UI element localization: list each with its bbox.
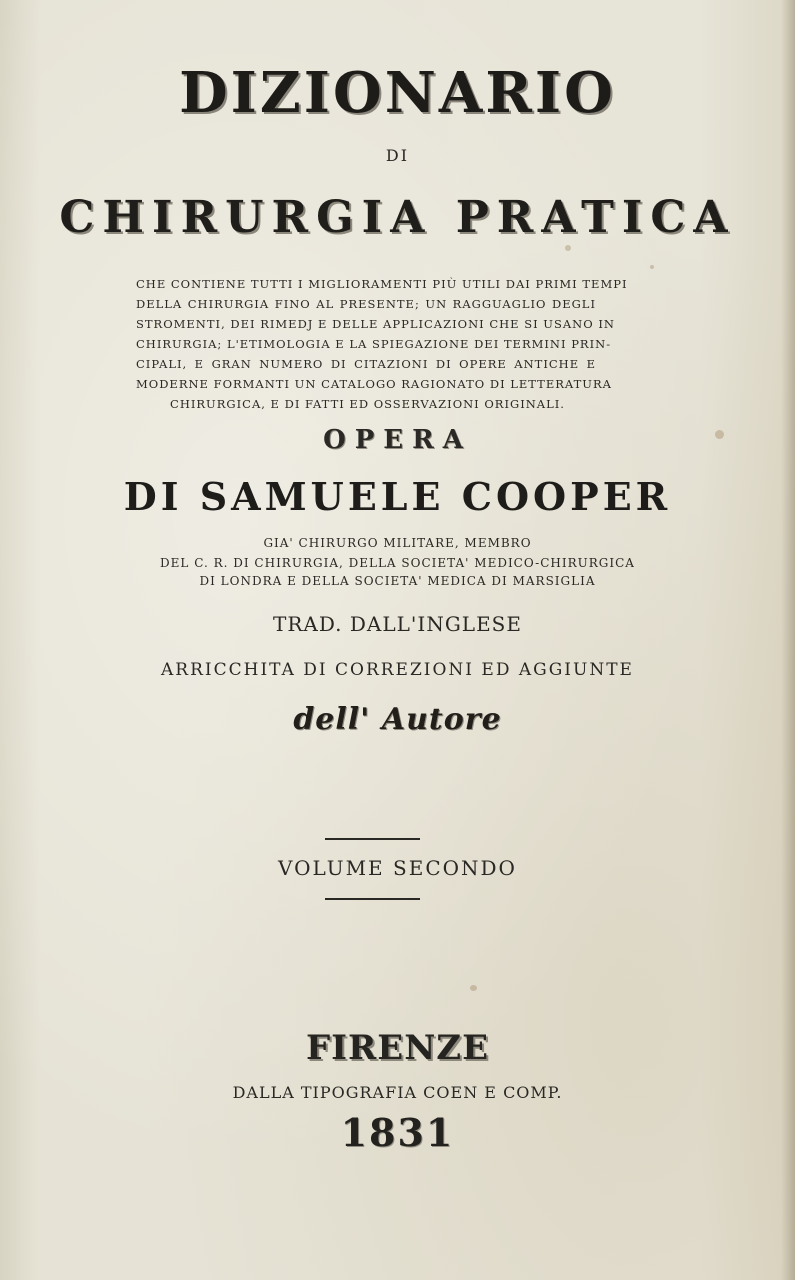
translation-note: TRAD. DALL'INGLESE (273, 612, 522, 636)
description-line: CHIRURGIA; L'ETIMOLOGIA E LA SPIEGAZIONE DEI TERMINI PRIN- (136, 337, 612, 351)
description-line: STROMENTI, DEI RIMEDJ E DELLE APPLICAZIONI CHE SI USANO IN (136, 317, 615, 331)
author-credential: GIA' CHIRURGO MILITARE, MEMBRO (263, 536, 532, 550)
description-line: CIPALI, E GRAN NUMERO DI CITAZIONI DI OPERE ANTICHE E (136, 357, 596, 371)
opera-label: OPERA (323, 425, 472, 455)
printer-name: DALLA TIPOGRAFIA COEN E COMP. (232, 1083, 563, 1102)
author-name: DI SAMUELE COOPER (123, 474, 672, 519)
foxing-spot (470, 985, 477, 991)
description-line: CHIRURGICA, E DI FATTI ED OSSERVAZIONI ORIGINALI. (170, 397, 565, 411)
title-connector: DI (385, 146, 410, 165)
author-credential: DI LONDRA E DELLA SOCIETA' MEDICA DI MARSIGLIA (199, 574, 596, 588)
publication-year: 1831 (340, 1110, 455, 1155)
description-line: DELLA CHIRURGIA FINO AL PRESENTE; UN RAGGUAGLIO DEGLI (136, 297, 596, 311)
foxing-spot (650, 265, 654, 269)
book-title: DIZIONARIO (179, 60, 616, 126)
volume-label: VOLUME SECONDO (278, 856, 517, 880)
divider-rule-bottom (325, 898, 420, 900)
book-subtitle: CHIRURGIA PRATICA (59, 192, 736, 243)
author-credential: DEL C. R. DI CHIRURGIA, DELLA SOCIETA' MEDICO-CHIRURGICA (160, 556, 635, 570)
divider-rule-top (325, 838, 420, 840)
publication-city: FIRENZE (305, 1028, 490, 1068)
enrichment-note: ARRICCHITA DI CORREZIONI ED AGGIUNTE (161, 660, 634, 680)
by-author-note: dell' Autore (293, 702, 502, 737)
ink-spot (565, 245, 571, 251)
description-line: CHE CONTIENE TUTTI I MIGLIORAMENTI PIÙ UTILI DAI PRIMI TEMPI (136, 277, 628, 291)
description-line: MODERNE FORMANTI UN CATALOGO RAGIONATO DI LETTERATURA (136, 377, 612, 391)
